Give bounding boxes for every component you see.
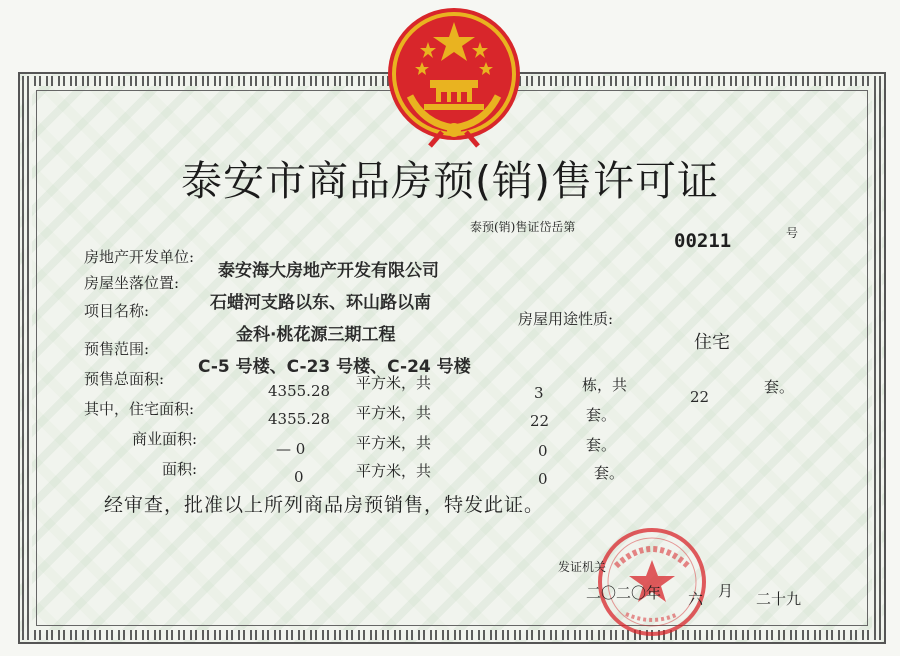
project-name-value: 金科·桃花源三期工程 bbox=[236, 325, 396, 345]
location-value: 石蜡河支路以东、环山路以南 bbox=[210, 293, 431, 313]
building-count-unit: 栋，共 bbox=[582, 376, 628, 394]
certificate-number: 00211 bbox=[674, 230, 732, 252]
commercial-area-value: — 0 bbox=[276, 440, 306, 458]
project-name-label: 项目名称: bbox=[84, 302, 150, 320]
total-area-value: 4355.28 bbox=[268, 382, 331, 400]
certificate-title: 泰安市商品房预(销)售许可证 bbox=[181, 157, 719, 205]
commercial-units: 0 bbox=[538, 442, 548, 460]
other-units: 0 bbox=[538, 470, 548, 488]
presale-scope-value: C-5 号楼、C-23 号楼、C-24 号楼 bbox=[198, 357, 471, 377]
other-area-label: 面积: bbox=[162, 460, 198, 478]
certificate-number-prefix: 泰预(销)售证岱岳第 bbox=[470, 220, 576, 234]
residential-area-label: 其中，住宅面积: bbox=[84, 400, 195, 418]
commercial-units-unit: 套。 bbox=[586, 436, 617, 454]
total-units: 22 bbox=[690, 388, 710, 406]
total-area-label: 预售总面积: bbox=[84, 370, 165, 388]
national-emblem bbox=[384, 0, 524, 148]
total-area-unit: 平方米，共 bbox=[356, 374, 432, 392]
other-area-value: 0 bbox=[294, 468, 304, 486]
issue-year: 二〇二〇年 bbox=[586, 584, 662, 602]
approval-statement: 经审查，批准以上所列商品房预销售，特发此证。 bbox=[104, 494, 545, 516]
location-label: 房屋坐落位置: bbox=[84, 274, 180, 292]
other-area-unit: 平方米，共 bbox=[356, 462, 432, 480]
developer-value: 泰安海大房地产开发有限公司 bbox=[218, 261, 439, 281]
residential-area-value: 4355.28 bbox=[268, 410, 331, 428]
total-units-unit: 套。 bbox=[764, 378, 795, 396]
residential-area-unit: 平方米，共 bbox=[356, 404, 432, 422]
commercial-area-label: 商业面积: bbox=[132, 430, 198, 448]
other-units-unit: 套。 bbox=[594, 464, 625, 482]
usage-label: 房屋用途性质: bbox=[518, 310, 614, 328]
presale-scope-label: 预售范围: bbox=[84, 340, 150, 358]
usage-value: 住宅 bbox=[694, 332, 730, 353]
issue-month: 六 bbox=[688, 590, 704, 608]
residential-units: 22 bbox=[530, 412, 550, 430]
issue-day: 二十九 bbox=[756, 590, 802, 608]
developer-label: 房地产开发单位: bbox=[84, 248, 195, 266]
certificate-number-suffix: 号 bbox=[786, 226, 799, 240]
issuing-authority-label: 发证机关 bbox=[558, 560, 607, 574]
building-count: 3 bbox=[534, 384, 544, 402]
residential-units-unit: 套。 bbox=[586, 406, 617, 424]
issue-month-unit: 月 bbox=[718, 582, 734, 600]
commercial-area-unit: 平方米，共 bbox=[356, 434, 432, 452]
